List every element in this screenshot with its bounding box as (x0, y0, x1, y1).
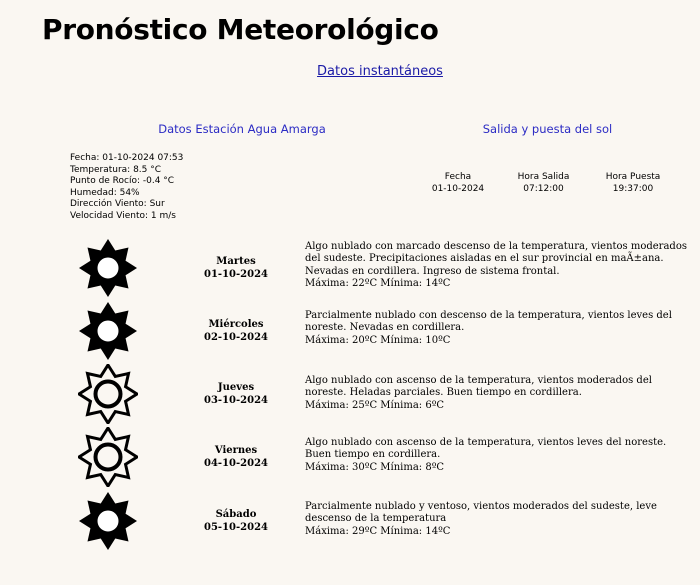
sun-heading: Salida y puesta del sol (482, 122, 613, 136)
forecast-row (0, 364, 700, 424)
forecast-date: 05-10-2024 (204, 522, 268, 533)
instant-data-link[interactable]: Datos instantáneos (317, 64, 443, 79)
sun-label-sunrise: Hora Salida (517, 172, 570, 182)
sun-label-date: Fecha (444, 172, 472, 182)
sun-table (430, 171, 665, 195)
forecast-description (305, 501, 695, 538)
forecast-day-name: Viernes (214, 445, 258, 456)
forecast-day-name: Miércoles (208, 319, 264, 330)
sun-filled-icon (78, 301, 138, 361)
forecast-day-name: Sábado (215, 509, 257, 520)
forecast-text: Parcialmente nublado con descenso de la temperatura, vientos leves del noreste. Nevadas en cordillera. (305, 310, 672, 334)
forecast-description (305, 375, 695, 412)
forecast-temps: Máxima: 20ºC Mínima: 10ºC (305, 334, 451, 346)
forecast-row (0, 427, 700, 487)
forecast-text: Algo nublado con marcado descenso de la temperatura, vientos moderados del sudeste. Precipitaciones aisladas en el sur provincial en maÃ±ana. Nevadas en cordillera. Ingreso de sistema frontal. (305, 241, 687, 277)
forecast-day (186, 318, 286, 344)
sun-outline-icon (78, 364, 138, 424)
forecast-day (186, 508, 286, 534)
forecast-temps: Máxima: 25ºC Mínima: 6ºC (305, 399, 445, 411)
sun-filled-icon (78, 491, 138, 551)
sun-col-sunset (601, 171, 665, 195)
forecast-date: 04-10-2024 (204, 458, 268, 469)
station-date: Fecha: 01-10-2024 07:53 (70, 153, 184, 163)
forecast-description (305, 310, 695, 347)
sun-value-sunrise: 07:12:00 (523, 184, 564, 194)
station-data (70, 153, 183, 222)
forecast-description (305, 437, 695, 474)
forecast-date: 01-10-2024 (204, 269, 268, 280)
forecast-day (186, 381, 286, 407)
forecast-day (186, 255, 286, 281)
forecast-row (0, 491, 700, 551)
forecast-day-name: Jueves (217, 382, 255, 393)
station-humidity: Humedad: 54% (70, 187, 140, 198)
sun-value-date: 01-10-2024 (431, 184, 485, 194)
forecast-text: Algo nublado con ascenso de la temperatura, vientos moderados del noreste. Heladas parciales. Buen tiempo en cordillera. (305, 375, 652, 399)
forecast-date: 03-10-2024 (204, 395, 268, 406)
station-temperature: Temperatura: 8.5 °C (70, 164, 162, 175)
forecast-text: Algo nublado con ascenso de la temperatura, vientos leves del noreste. Buen tiempo en cordillera. (305, 437, 667, 461)
forecast-temps: Máxima: 29ºC Mínima: 14ºC (305, 525, 451, 537)
forecast-day (186, 444, 286, 470)
station-heading: Datos Estación Agua Amarga (158, 122, 326, 136)
forecast-date: 02-10-2024 (204, 332, 268, 343)
sun-outline-icon (78, 427, 138, 487)
sun-value-sunset: 19:37:00 (612, 184, 654, 194)
forecast-temps: Máxima: 22ºC Mínima: 14ºC (305, 278, 451, 290)
forecast-day-name: Martes (216, 256, 256, 267)
station-wind-speed: Velocidad Viento: 1 m/s (70, 210, 176, 221)
station-dew-point: Punto de Rocío: -0.4 °C (70, 176, 175, 186)
sun-col-date (430, 171, 486, 195)
forecast-text: Parcialmente nublado y ventoso, vientos moderados del sudeste, leve descenso de la temperatura (305, 501, 657, 525)
station-wind-direction: Dirección Viento: Sur (70, 199, 165, 209)
forecast-row (0, 301, 700, 361)
forecast-description (305, 241, 695, 291)
forecast-temps: Máxima: 30ºC Mínima: 8ºC (305, 461, 445, 473)
forecast-row (0, 238, 700, 298)
sun-col-sunrise (486, 171, 601, 195)
page-title: Pronóstico Meteorológico (42, 13, 439, 46)
sun-filled-icon (78, 238, 138, 298)
sun-label-sunset: Hora Puesta (605, 172, 661, 182)
